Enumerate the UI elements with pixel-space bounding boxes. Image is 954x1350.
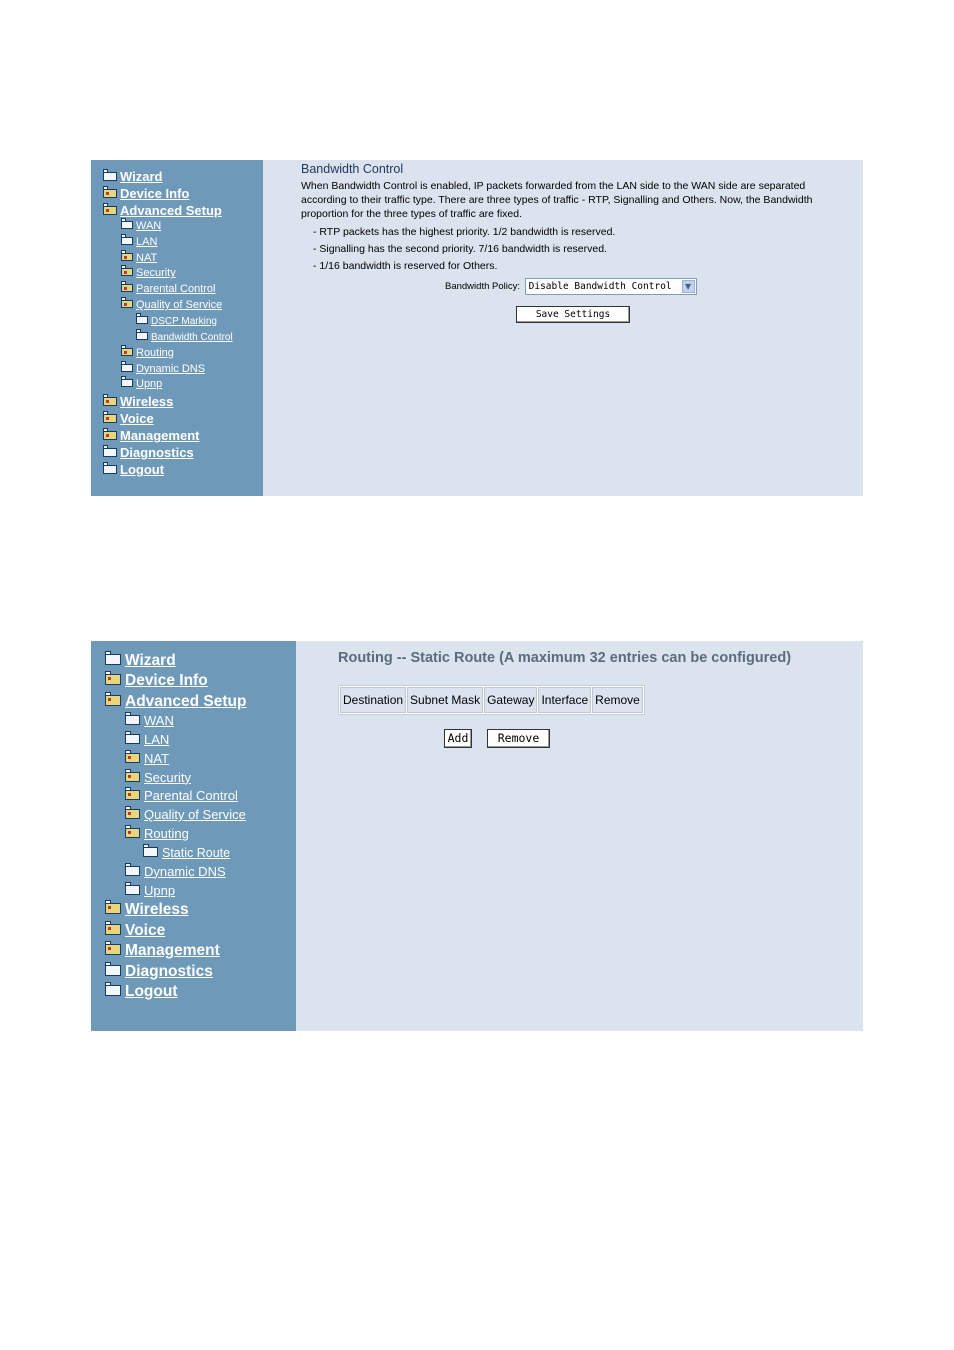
folder-icon (125, 885, 140, 895)
folder-icon (125, 715, 140, 725)
folder-open-icon (103, 431, 117, 440)
sidebar-link[interactable]: Bandwidth Control (151, 331, 233, 343)
sidebar-item-advanced-setup[interactable] (103, 202, 233, 219)
sidebar-link[interactable]: DSCP Marking (151, 315, 217, 327)
folder-icon (125, 734, 140, 744)
list-item: - Signalling has the second priority. 7/16 bandwidth is reserved. (313, 243, 607, 255)
sidebar-item-lan[interactable] (105, 731, 246, 750)
folder-icon (121, 237, 133, 245)
table-header-row (340, 687, 643, 713)
sidebar-item-management[interactable] (105, 941, 246, 961)
page-description: When Bandwidth Control is enabled, IP packets forwarded from the LAN side to the WAN side are separated according to their traffic type. There are three types of traffic - RTP, Signalling and Others. Now, the Bandwidth proportion for the three types of traffic are fixed. (301, 180, 813, 220)
sidebar-item-upnp[interactable] (105, 882, 246, 901)
sidebar-link[interactable]: Wireless (125, 901, 189, 919)
sidebar-link[interactable]: Routing (136, 346, 174, 359)
folder-icon (103, 465, 117, 474)
sidebar-link[interactable]: Wireless (120, 394, 174, 410)
sidebar-item-nat[interactable] (103, 251, 233, 267)
sidebar-item-voice[interactable] (103, 410, 233, 427)
folder-icon (143, 847, 158, 857)
sidebar-item-parental-control[interactable] (103, 282, 233, 298)
sidebar-link[interactable]: Device Info (120, 186, 190, 201)
folder-open-icon (125, 753, 140, 763)
sidebar-item-wireless[interactable] (103, 393, 233, 410)
sidebar-link[interactable]: Routing (144, 825, 189, 841)
bandwidth-policy-select[interactable] (525, 278, 697, 295)
sidebar-item-upnp[interactable] (103, 377, 233, 393)
sidebar-navigation (91, 641, 296, 1031)
sidebar-item-routing[interactable] (103, 346, 233, 362)
folder-open-icon (121, 348, 133, 356)
bandwidth-policy-label: Bandwidth Policy: (445, 281, 520, 292)
bandwidth-control-screen (91, 160, 863, 496)
static-route-table (338, 685, 645, 715)
sidebar-item-management[interactable] (103, 427, 233, 444)
sidebar-item-dscp-marking[interactable] (103, 314, 233, 330)
sidebar-link[interactable]: Quality of Service (144, 807, 246, 823)
folder-open-icon (125, 809, 140, 819)
chevron-down-icon[interactable]: ▼ (682, 280, 695, 293)
sidebar-item-diagnostics[interactable] (103, 444, 233, 461)
sidebar-link[interactable]: Quality of Service (136, 298, 223, 311)
sidebar-item-wan[interactable] (103, 219, 233, 235)
sidebar-item-logout[interactable] (103, 461, 233, 478)
sidebar-link[interactable]: Device Info (125, 672, 208, 690)
page-title: Routing -- Static Route (A maximum 32 entries can be configured) (338, 650, 792, 666)
folder-open-icon (125, 828, 140, 838)
sidebar-link[interactable]: Logout (120, 462, 165, 478)
folder-icon (103, 172, 117, 181)
sidebar-link[interactable]: Management (120, 428, 200, 444)
nav-tree (105, 651, 246, 1002)
list-item: - RTP packets has the highest priority. 1/2 bandwidth is reserved. (313, 226, 616, 238)
folder-open-icon (105, 903, 121, 914)
folder-open-icon (105, 924, 121, 935)
sidebar-link[interactable]: Parental Control (136, 283, 216, 296)
folder-open-icon (105, 674, 121, 685)
sidebar-link[interactable]: Security (136, 267, 176, 280)
add-button[interactable]: Add (444, 729, 472, 748)
main-content (296, 641, 863, 1031)
sidebar-item-diagnostics[interactable] (105, 962, 246, 982)
sidebar-link[interactable]: Wizard (120, 169, 163, 184)
sidebar-navigation (91, 160, 263, 496)
sidebar-link[interactable]: Logout (125, 982, 178, 1000)
folder-open-icon (105, 944, 121, 955)
sidebar-item-lan[interactable] (103, 235, 233, 251)
folder-open-icon (103, 397, 117, 406)
sidebar-link[interactable]: Voice (125, 921, 166, 939)
sidebar-link[interactable]: Advanced Setup (125, 692, 247, 710)
folder-open-icon (103, 189, 117, 198)
sidebar-link[interactable]: Upnp (144, 882, 176, 898)
folder-icon (105, 965, 121, 976)
page-title: Bandwidth Control (301, 162, 404, 176)
sidebar-link[interactable]: Dynamic DNS (136, 362, 206, 375)
bandwidth-policy-value: Disable Bandwidth Control (528, 281, 672, 292)
sidebar-item-wizard[interactable] (105, 651, 246, 671)
save-settings-button[interactable]: Save Settings (516, 306, 630, 323)
sidebar-link[interactable]: Wizard (125, 652, 176, 669)
sidebar-item-device-info[interactable] (105, 671, 246, 691)
sidebar-item-advanced-setup[interactable] (105, 692, 246, 712)
main-content (263, 160, 863, 496)
sidebar-link[interactable]: Advanced Setup (120, 203, 222, 218)
sidebar-item-wan[interactable] (105, 712, 246, 731)
column-header-remove: Remove (592, 687, 643, 713)
sidebar-link[interactable]: Security (144, 769, 191, 785)
sidebar-link[interactable]: Static Route (162, 845, 231, 860)
folder-icon (121, 221, 133, 229)
sidebar-item-wizard[interactable] (103, 168, 233, 185)
sidebar-item-routing[interactable] (105, 825, 246, 844)
sidebar-item-bandwidth-control[interactable] (103, 330, 233, 346)
sidebar-link[interactable]: NAT (144, 750, 170, 766)
sidebar-item-logout[interactable] (105, 982, 246, 1002)
priority-list (313, 224, 615, 275)
folder-open-icon (121, 253, 133, 261)
sidebar-item-static-route[interactable] (105, 844, 246, 863)
folder-icon (136, 316, 148, 324)
column-header-destination: Destination (340, 687, 406, 713)
folder-icon (121, 364, 133, 372)
sidebar-item-parental-control[interactable] (105, 787, 246, 806)
list-item: - 1/16 bandwidth is reserved for Others. (313, 260, 498, 272)
static-route-screen (91, 641, 863, 1031)
sidebar-item-dynamic-dns[interactable] (105, 863, 246, 882)
folder-open-icon (103, 414, 117, 423)
sidebar-link[interactable]: Dynamic DNS (144, 863, 226, 879)
sidebar-link[interactable]: Diagnostics (125, 962, 213, 980)
sidebar-item-nat[interactable] (105, 750, 246, 769)
sidebar-link[interactable]: WAN (136, 220, 162, 232)
bandwidth-policy-row (445, 278, 697, 295)
sidebar-item-wireless[interactable] (105, 900, 246, 920)
sidebar-item-quality-of-service[interactable] (103, 298, 233, 314)
column-header-subnet-mask: Subnet Mask (407, 687, 483, 713)
folder-icon (125, 866, 140, 876)
sidebar-item-security[interactable] (103, 266, 233, 282)
sidebar-link[interactable]: NAT (136, 251, 158, 264)
column-header-gateway: Gateway (484, 687, 537, 713)
sidebar-item-quality-of-service[interactable] (105, 806, 246, 825)
folder-open-icon (121, 284, 133, 292)
sidebar-item-security[interactable] (105, 769, 246, 788)
sidebar-link[interactable]: Voice (120, 411, 154, 427)
folder-open-icon (105, 695, 121, 706)
sidebar-item-dynamic-dns[interactable] (103, 362, 233, 378)
folder-icon (105, 985, 121, 996)
remove-button[interactable]: Remove (487, 729, 550, 748)
sidebar-item-device-info[interactable] (103, 185, 233, 202)
folder-open-icon (121, 268, 133, 276)
nav-tree (103, 168, 233, 478)
folder-icon (105, 654, 121, 665)
sidebar-link[interactable]: LAN (136, 235, 158, 248)
sidebar-link[interactable]: Parental Control (144, 788, 238, 804)
folder-open-icon (103, 206, 117, 215)
folder-icon (136, 332, 148, 340)
folder-open-icon (125, 790, 140, 800)
sidebar-link[interactable]: Diagnostics (120, 445, 194, 461)
column-header-interface: Interface (538, 687, 591, 713)
folder-icon (103, 448, 117, 457)
sidebar-link[interactable]: Upnp (136, 378, 163, 391)
sidebar-link[interactable]: Management (125, 942, 220, 960)
folder-open-icon (121, 300, 133, 308)
sidebar-item-voice[interactable] (105, 921, 246, 941)
sidebar-link[interactable]: LAN (144, 731, 170, 747)
folder-open-icon (125, 772, 140, 782)
folder-icon (121, 379, 133, 387)
sidebar-link[interactable]: WAN (144, 713, 174, 729)
